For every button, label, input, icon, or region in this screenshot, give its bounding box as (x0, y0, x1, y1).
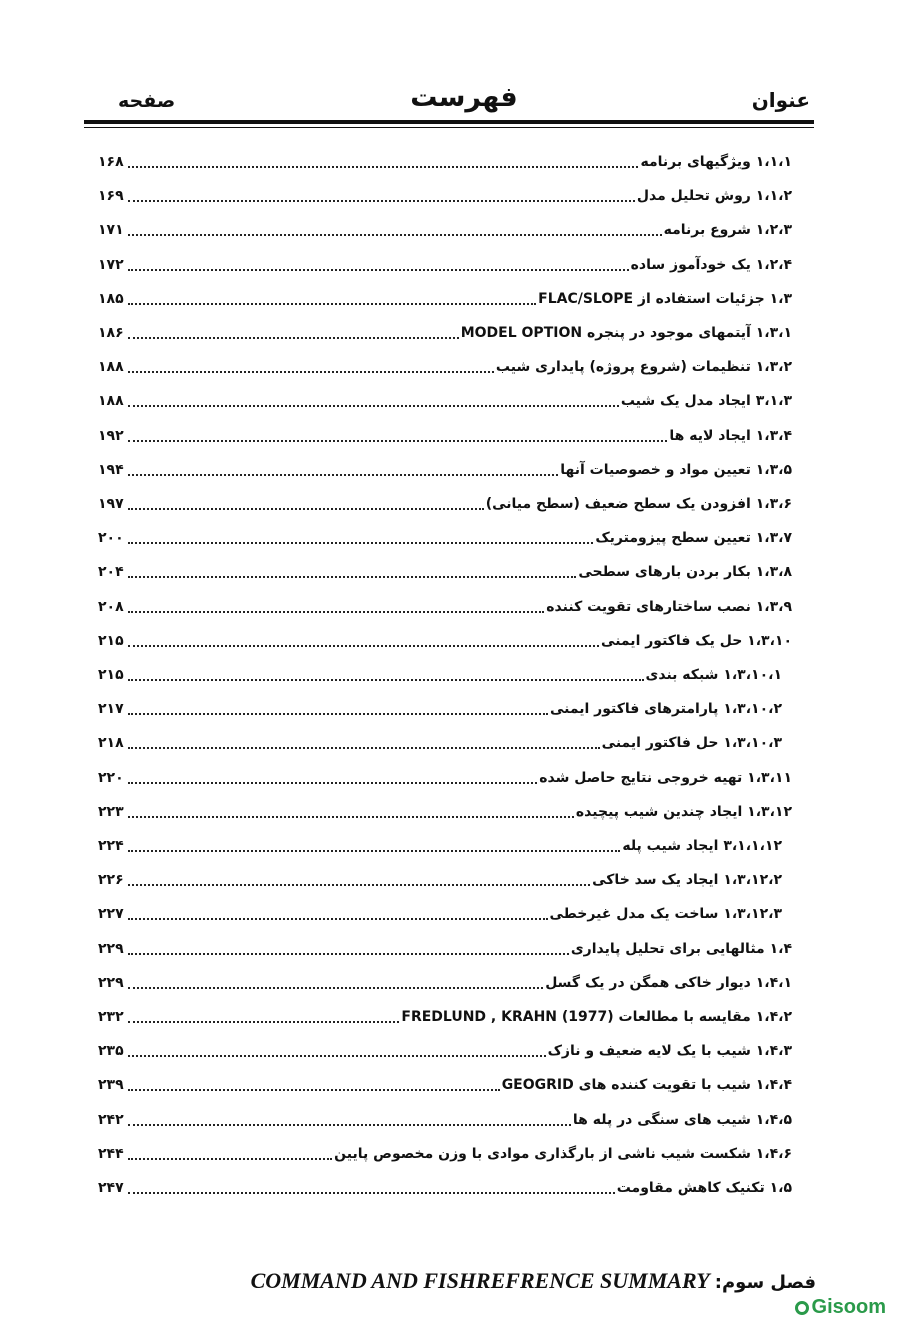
toc-leader-dots (128, 645, 599, 647)
toc-leader-dots (128, 1021, 399, 1023)
toc-entry (98, 313, 792, 343)
toc-page-number: ۲۱۸ (98, 735, 124, 752)
toc-page-number: ۲۲۶ (98, 872, 124, 889)
toc-entry-title: ۱،۲،۴ یک خودآموز ساده (630, 256, 792, 273)
column-title-heading: عنوان (751, 88, 810, 112)
toc-entry (98, 758, 792, 788)
toc-leader-dots (128, 508, 484, 510)
toc-entry-title: ۱،۳،۱ آیتمهای موجود در پنجره MODEL OPTION (460, 325, 792, 341)
toc-entry (98, 655, 782, 685)
chapter-prefix: فصل سوم: (714, 1272, 816, 1293)
toc-entry-title: ۱،۴،۴ شیب با تقویت کننده های GEOGRID (501, 1077, 792, 1094)
toc-entry-title: ۱،۳،۱۰،۲ پارامترهای فاکتور ایمنی (549, 701, 782, 718)
toc-entry (98, 518, 792, 548)
toc-entry-title: ۱،۳،۹ نصب ساختارهای تقویت کننده (546, 598, 792, 615)
toc-entry (98, 587, 792, 617)
toc-entry (98, 894, 782, 924)
toc-page-number: ۱۶۸ (98, 154, 124, 170)
toc-leader-dots (128, 987, 543, 989)
chapter-title: COMMAND AND FISHREFRENCE SUMMARY (250, 1268, 710, 1293)
toc-page-number: ۲۱۵ (98, 632, 124, 649)
toc-leader-dots (128, 713, 548, 715)
toc-page-number: ۲۲۰ (98, 769, 124, 786)
toc-leader-dots (128, 1089, 500, 1091)
toc-leader-dots (128, 1124, 571, 1126)
toc-entry (98, 245, 792, 275)
toc-page-number: ۲۱۵ (98, 667, 124, 683)
logo-text: Gisoom (811, 1296, 886, 1318)
toc-entry-title: ۱،۳،۱۲،۲ ایجاد یک سد خاکی (592, 872, 782, 889)
toc-leader-dots (128, 269, 629, 271)
toc-entry-title: ۱،۴،۲ مقایسه با مطالعات FREDLUND , KRAHN (1977) (401, 1009, 792, 1025)
toc-page-number: ۱۸۶ (98, 325, 124, 341)
toc-entry-title: ۱،۵ تکنیک کاهش مقاومت (616, 1180, 792, 1196)
toc-entry-title: ۱،۲،۳ شروع برنامه (663, 222, 792, 239)
toc-leader-dots (128, 611, 544, 613)
toc-entry (98, 484, 792, 514)
toc-page-number: ۱۸۸ (98, 359, 124, 376)
toc-entry (98, 347, 792, 377)
toc-entry-title: ۱،۱،۱ ویژگیهای برنامه (640, 154, 792, 170)
toc-leader-dots (128, 405, 619, 407)
toc-entry (98, 826, 782, 856)
chapter-heading (116, 1268, 816, 1294)
toc-entry-title: ۱،۳ جزئیات استفاده از FLAC/SLOPE (538, 290, 792, 307)
toc-page-number: ۲۳۲ (98, 1009, 124, 1025)
toc-leader-dots (128, 884, 590, 886)
toc-entry-title: ۱،۳،۲ تنظیمات (شروع پروژه) پایداری شیب (495, 359, 792, 376)
toc-entry (98, 621, 792, 651)
toc-entry-title: ۱،۴،۱ دیوار خاکی همگن در یک گسل (545, 974, 792, 991)
toc-entry (98, 450, 792, 480)
toc-leader-dots (128, 440, 667, 442)
toc-page-number: ۲۰۸ (98, 598, 124, 615)
toc-leader-dots (128, 850, 620, 852)
toc-entry (98, 1134, 792, 1164)
toc-page-number: ۱۸۸ (98, 393, 124, 410)
toc-entry (98, 381, 792, 411)
toc-leader-dots (128, 918, 548, 920)
toc-entry (98, 1168, 792, 1198)
toc-entry-title: ۱،۳،۵ تعیین مواد و خصوصیات آنها (560, 461, 792, 478)
page-title: فهرست (410, 82, 518, 113)
toc-entry (98, 279, 792, 309)
toc-entry-title: ۱،۳،۷ تعیین سطح پیزومتریک (595, 530, 792, 547)
toc-entry (98, 1100, 792, 1130)
toc-entry-title: ۱،۳،۴ ایجاد لایه ها (669, 427, 792, 444)
toc-entry-title: ۱،۴،۶ شکست شیب ناشی از بارگذاری موادی با وزن مخصوص پایین (334, 1145, 792, 1162)
toc-entry-title: ۱،۱،۲ روش تحلیل مدل (636, 188, 792, 205)
toc-page-number: ۱۶۹ (98, 188, 124, 205)
toc-leader-dots (128, 1192, 615, 1194)
toc-leader-dots (128, 576, 576, 578)
toc-entry (98, 792, 792, 822)
toc-page-number: ۲۳۹ (98, 1077, 124, 1094)
toc-leader-dots (128, 782, 537, 784)
toc-entry-title: ۱،۴،۳ شیب با یک لایه ضعیف و نازک (547, 1043, 792, 1060)
toc-leader-dots (128, 371, 494, 373)
toc-entry-title: ۱،۳،۸ بکار بردن بارهای سطحی (578, 564, 792, 581)
toc-page-number: ۲۴۲ (98, 1111, 124, 1128)
toc-entry-title: ۱،۳،۱۲ ایجاد چندین شیب پیچیده (575, 803, 792, 820)
toc-entry (98, 929, 792, 959)
toc-leader-dots (128, 303, 536, 305)
toc-page-number: ۱۹۲ (98, 427, 124, 444)
toc-leader-dots (128, 679, 644, 681)
toc-entry (98, 1065, 792, 1095)
toc-entry-title: ۱،۳،۱۰،۳ حل فاکتور ایمنی (601, 735, 782, 752)
toc-leader-dots (128, 166, 638, 168)
toc-leader-dots (128, 1055, 546, 1057)
toc-entry-title: ۱،۴،۵ شیب های سنگی در پله ها (572, 1111, 792, 1128)
toc-page-number: ۲۲۴ (98, 838, 124, 854)
toc-leader-dots (128, 747, 600, 749)
toc-entry-title: ۱،۳،۱۲،۳ ساخت یک مدل غیرخطی (549, 906, 782, 923)
column-page-heading: صفحه (118, 90, 176, 112)
toc-page-number: ۲۰۰ (98, 530, 124, 547)
toc-entry (98, 142, 792, 172)
gisoom-logo (795, 1296, 886, 1319)
toc-entry (98, 963, 792, 993)
toc-entry (98, 416, 792, 446)
toc-entry-title: ۳،۱،۱،۱۲ ایجاد شیب پله (622, 838, 782, 854)
toc-entry (98, 689, 782, 719)
toc-page-number: ۱۷۱ (98, 222, 124, 239)
toc-entry (98, 176, 792, 206)
toc-leader-dots (128, 953, 569, 955)
toc-entry (98, 1031, 792, 1061)
toc-page-number: ۱۷۲ (98, 256, 124, 273)
toc-leader-dots (128, 542, 593, 544)
toc-page-number: ۲۲۹ (98, 974, 124, 991)
toc-leader-dots (128, 474, 558, 476)
toc-page-number: ۱۹۷ (98, 496, 124, 512)
toc-page-number: ۲۲۳ (98, 803, 124, 820)
toc-page-number: ۱۸۵ (98, 290, 124, 307)
toc-entry-title: ۳،۱،۳ ایجاد مدل یک شیب (620, 393, 792, 410)
toc-page-number: ۲۱۷ (98, 701, 124, 718)
logo-icon (795, 1301, 809, 1315)
toc-entry (98, 860, 782, 890)
toc-leader-dots (128, 816, 574, 818)
toc-entry-title: ۱،۴ مثالهایی برای تحلیل پایداری (570, 940, 792, 957)
toc-entry (98, 723, 782, 753)
toc-entry-title: ۱،۳،۱۱ تهیه خروجی نتایج حاصل شده (539, 769, 792, 786)
toc-page-number: ۲۲۷ (98, 906, 124, 923)
toc-page-number: ۱۹۴ (98, 461, 124, 478)
toc-page-number: ۲۴۴ (98, 1145, 124, 1162)
toc-leader-dots (128, 337, 459, 339)
toc-entry-title: ۱،۳،۱۰ حل یک فاکتور ایمنی (601, 632, 792, 649)
toc-page-number: ۲۰۴ (98, 564, 124, 581)
toc-entry (98, 552, 792, 582)
toc-leader-dots (128, 200, 635, 202)
toc-page-number: ۲۲۹ (98, 940, 124, 957)
toc-page-number: ۲۴۷ (98, 1180, 124, 1196)
toc-leader-dots (128, 1158, 332, 1160)
toc-entry (98, 210, 792, 240)
toc-page-number: ۲۳۵ (98, 1043, 124, 1060)
toc-entry-title: ۱،۳،۱۰،۱ شبکه بندی (645, 667, 782, 683)
toc-leader-dots (128, 234, 662, 236)
toc-entry (98, 997, 792, 1027)
toc-entry-title: ۱،۳،۶ افزودن یک سطح ضعیف (سطح میانی) (485, 496, 792, 512)
